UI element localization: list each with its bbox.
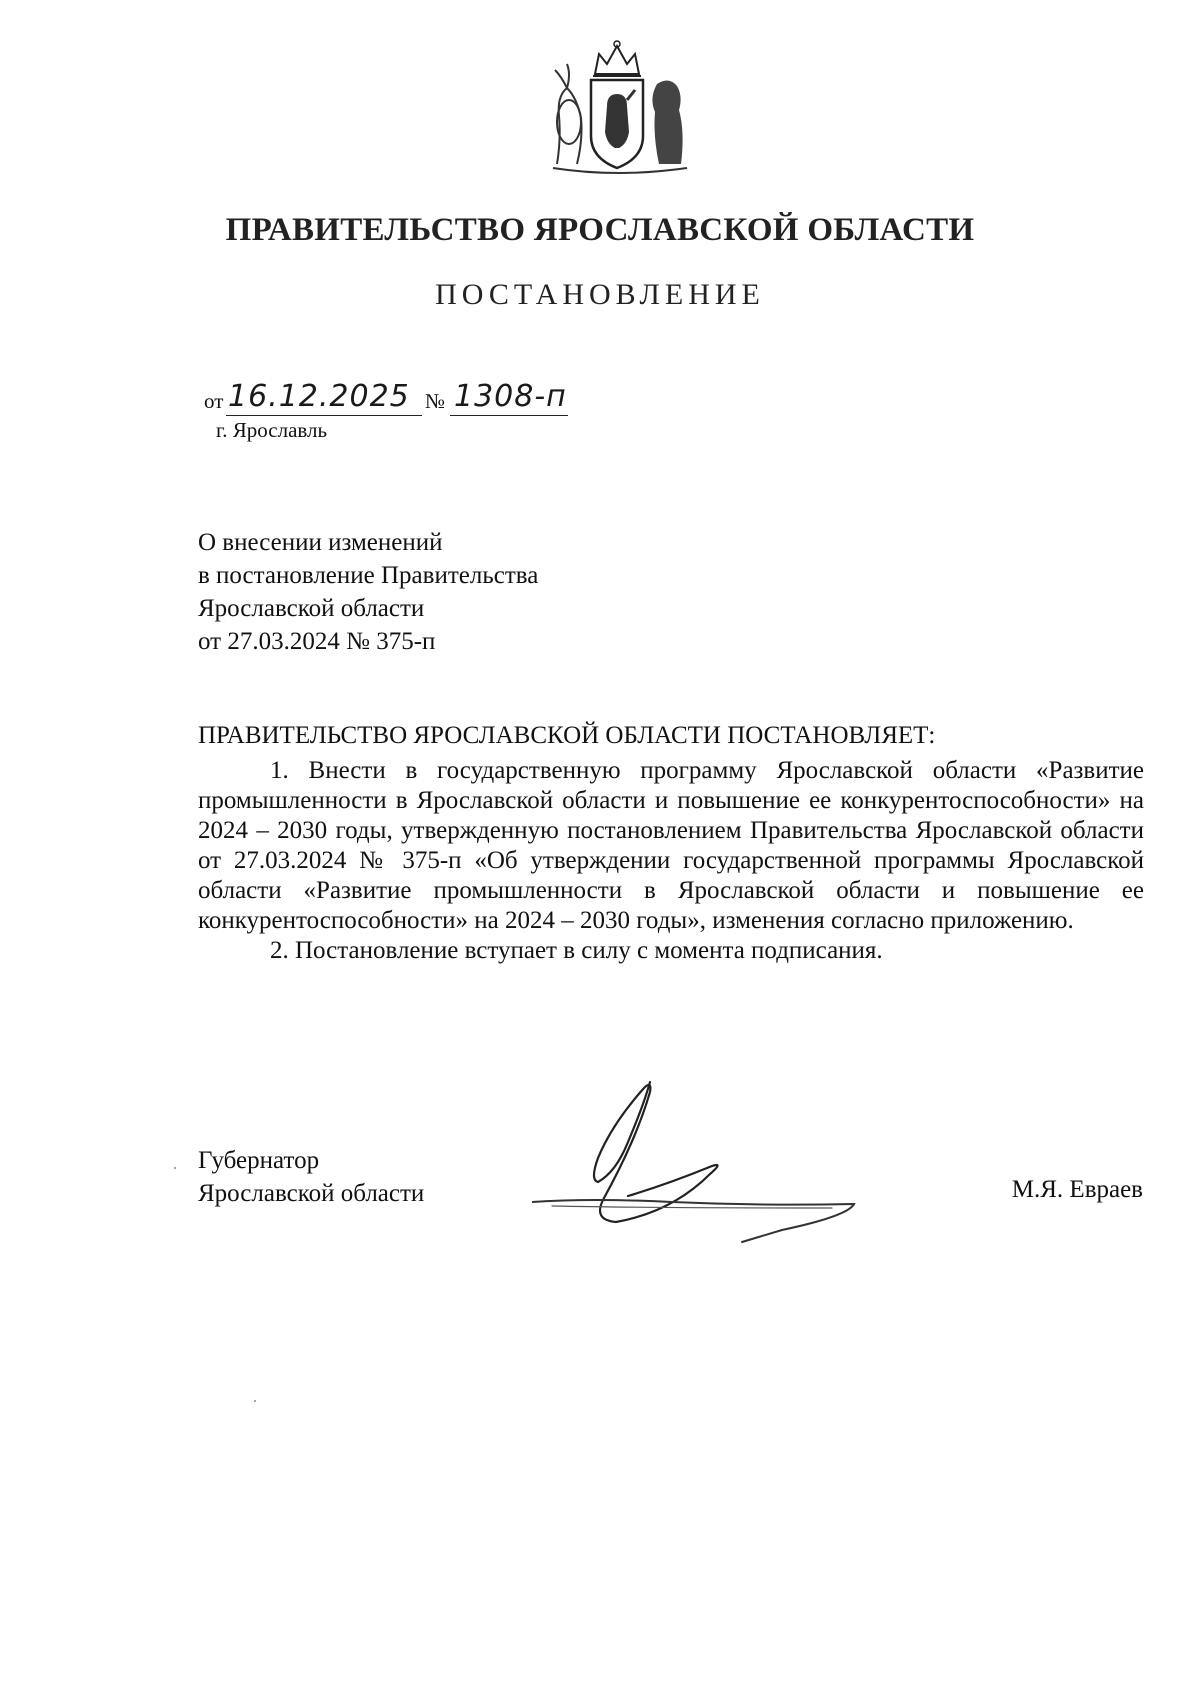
coat-of-arms-icon bbox=[537, 36, 697, 186]
document-body bbox=[198, 756, 1144, 966]
number-prefix: № bbox=[425, 389, 446, 413]
position-line: Ярославской области bbox=[198, 1180, 425, 1207]
paragraph-1: 1. Внести в государственную программу Ярославской области «Развитие промышленности в Ярославской области и повышение ее конкурентоспособности» на 2024 – 2030 годы, утвержденную постановлением Правительства Ярославской области от 27.03.2024 № 375-п «Об утверждении государственной программы Ярославской области «Развитие промышленности в Ярославской области и повышение ее конкурентоспособности» на 2024 – 2030 годы», изменения согласно приложению. bbox=[198, 757, 1144, 934]
document-subject bbox=[198, 526, 538, 658]
document-type-title: ПОСТАНОВЛЕНИЕ bbox=[435, 278, 765, 311]
signatory-name: М.Я. Евраев bbox=[1011, 1176, 1143, 1203]
scan-speck bbox=[254, 1400, 256, 1402]
subject-line: в постановление Правительства bbox=[198, 562, 539, 589]
organization-title: ПРАВИТЕЛЬСТВО ЯРОСЛАВСКОЙ ОБЛАСТИ bbox=[225, 212, 975, 248]
paragraph-2: 2. Постановление вступает в силу с момента подписания. bbox=[270, 937, 883, 964]
decree-statement: ПРАВИТЕЛЬСТВО ЯРОСЛАВСКОЙ ОБЛАСТИ ПОСТАНОВЛЯЕТ: bbox=[198, 722, 936, 749]
number-underline bbox=[450, 415, 568, 416]
registration-line bbox=[204, 379, 624, 422]
signatory-position bbox=[198, 1144, 424, 1210]
date-underline bbox=[226, 415, 422, 416]
subject-line: от 27.03.2024 № 375-п bbox=[198, 628, 436, 655]
position-line: Губернатор bbox=[198, 1147, 320, 1174]
handwritten-number: 1308-п bbox=[454, 379, 567, 414]
subject-line: Ярославской области bbox=[198, 595, 425, 622]
city-label: г. Ярославль bbox=[216, 418, 328, 442]
handwritten-date: 16.12.2025 bbox=[228, 379, 410, 414]
handwritten-signature bbox=[532, 1080, 892, 1260]
date-prefix: от bbox=[204, 389, 224, 413]
subject-line: О внесении изменений bbox=[198, 529, 443, 556]
scan-speck bbox=[174, 1167, 176, 1169]
